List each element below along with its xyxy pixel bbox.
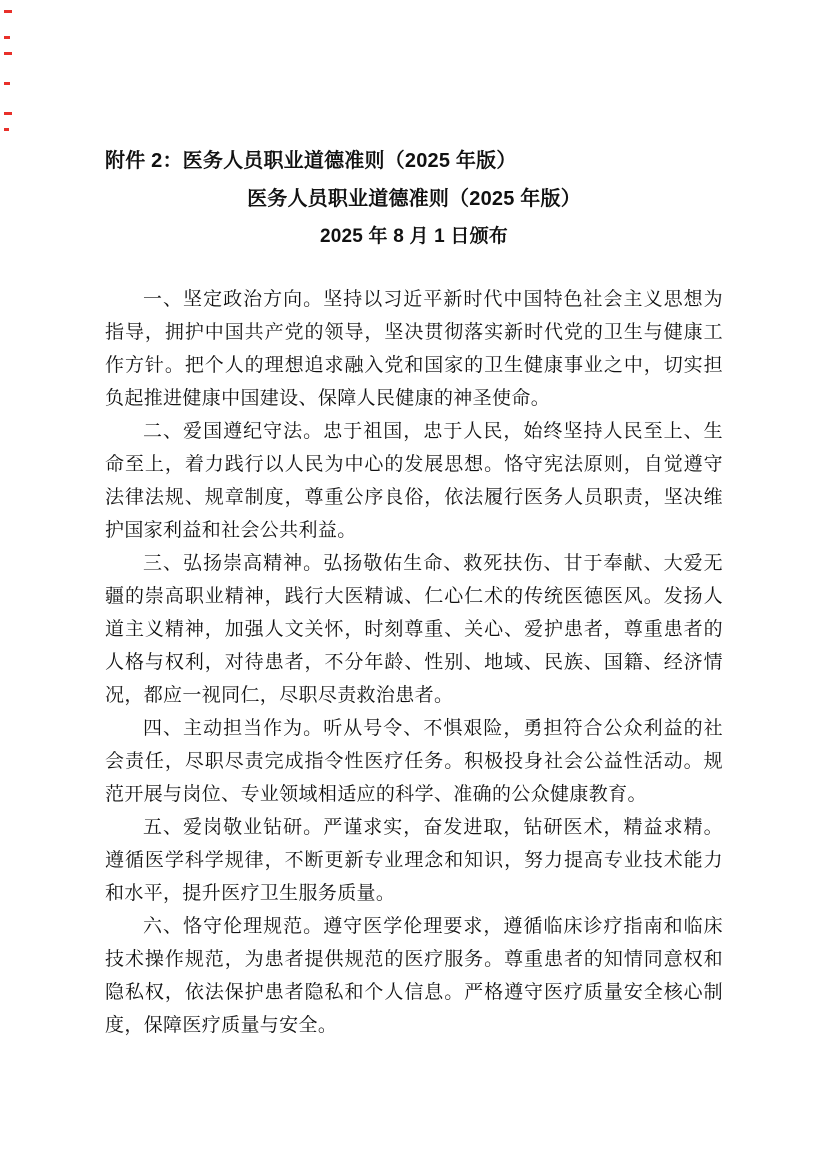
- edge-mark: [4, 36, 10, 39]
- edge-mark: [4, 10, 12, 13]
- document-body: [105, 283, 723, 1042]
- paragraph-ethical-norms: 六、恪守伦理规范。遵守医学伦理要求，遵循临床诊疗指南和临床技术操作规范，为患者提供规范的医疗服务。尊重患者的知情同意权和隐私权，依法保护患者隐私和个人信息。严格遵守医疗质量安全核心制度，保障医疗质量与安全。: [105, 916, 723, 1036]
- edge-mark: [4, 82, 10, 85]
- paragraph-professional-dedication: 五、爱岗敬业钻研。严谨求实，奋发进取，钻研医术，精益求精。遵循医学科学规律，不断更新专业理念和知识，努力提高专业技术能力和水平，提升医疗卫生服务质量。: [105, 817, 723, 904]
- paragraph-noble-spirit: 三、弘扬崇高精神。弘扬敬佑生命、救死扶伤、甘于奉献、大爱无疆的崇高职业精神，践行大医精诚、仁心仁术的传统医德医风。发扬人道主义精神，加强人文关怀，时刻尊重、关心、爱护患者，尊重患者的人格与权利，对待患者，不分年龄、性别、地域、民族、国籍、经济情况，都应一视同仁，尽职尽责救治患者。: [105, 553, 723, 706]
- paragraph-proactive-responsibility: 四、主动担当作为。听从号令、不惧艰险，勇担符合公众利益的社会责任，尽职尽责完成指令性医疗任务。积极投身社会公益性活动。规范开展与岗位、专业领域相适应的科学、准确的公众健康教育。: [105, 718, 723, 805]
- edge-mark: [4, 52, 12, 55]
- attachment-title: 附件 2：医务人员职业道德准则（2025 年版）: [105, 150, 517, 172]
- publish-date: 2025 年 8 月 1 日颁布: [320, 226, 508, 247]
- document-title: 医务人员职业道德准则（2025 年版）: [247, 188, 581, 210]
- edge-mark: [4, 112, 12, 115]
- edge-mark: [4, 128, 9, 131]
- paragraph-patriotism-law: 二、爱国遵纪守法。忠于祖国，忠于人民，始终坚持人民至上、生命至上，着力践行以人民为中心的发展思想。恪守宪法原则，自觉遵守法律法规、规章制度，尊重公序良俗，依法履行医务人员职责，坚决维护国家利益和社会公共利益。: [105, 421, 723, 541]
- paragraph-political-direction: 一、坚定政治方向。坚持以习近平新时代中国特色社会主义思想为指导，拥护中国共产党的领导，坚决贯彻落实新时代党的卫生与健康工作方针。把个人的理想追求融入党和国家的卫生健康事业之中，切实担负起推进健康中国建设、保障人民健康的神圣使命。: [105, 289, 723, 409]
